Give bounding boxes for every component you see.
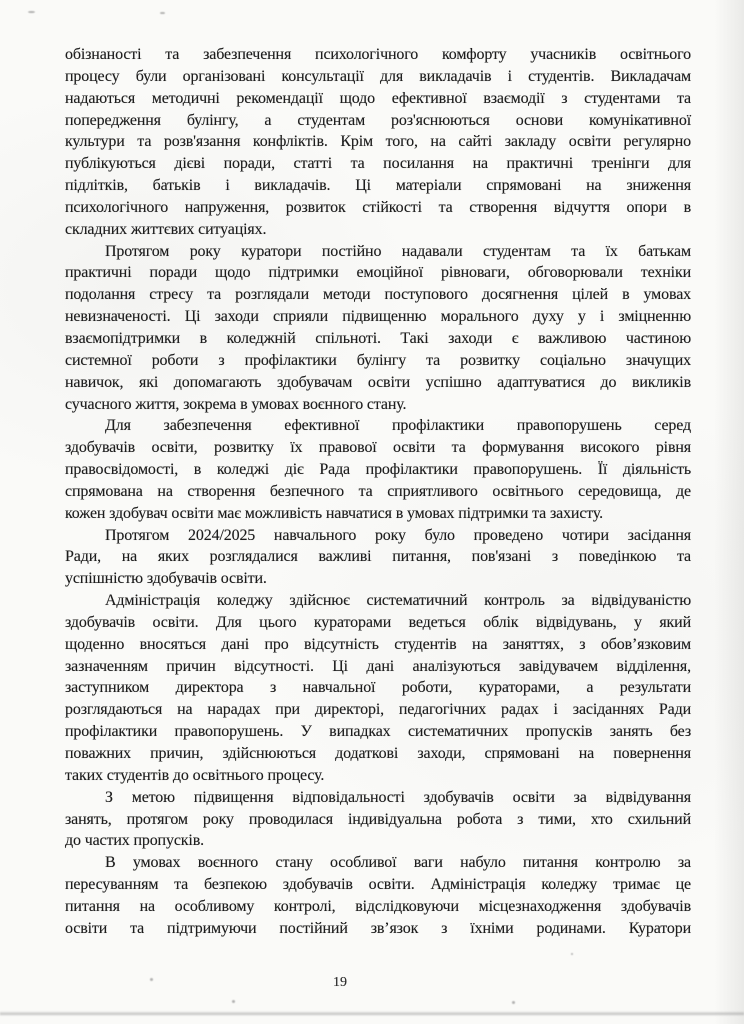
text-line: щоденно вносяться дані про відсутність студентів на заняттях, з обов’язковим — [65, 635, 691, 653]
paragraph — [65, 590, 691, 787]
text-line: надаються методичні рекомендації щодо ефективної взаємодії з студентами та — [65, 89, 691, 107]
text-line: здобувачів освіти. Для цього кураторами ведеться облік відвідувань, у який — [65, 613, 691, 631]
text-line: попередження булінгу, а студентам роз'яснюються основи комунікативної — [65, 111, 691, 129]
text-line: заступником директора з навчальної роботи, кураторами, а результати — [65, 679, 691, 697]
paragraph — [65, 787, 691, 853]
paragraph — [65, 241, 691, 416]
text-line: Для забезпечення ефективної профілактики правопорушень серед — [105, 417, 691, 435]
paragraph — [65, 525, 691, 591]
text-line: пересуванням та безпекою здобувачів освіти. Адміністрація коледжу тримає це — [65, 876, 691, 894]
text-line: публікуються дієві поради, статті та посилання на практичні тренінги для — [65, 155, 691, 173]
scan-speck — [232, 1000, 235, 1003]
text-line: спрямована на створення безпечного та сприятливого освітнього середовища, де — [65, 482, 691, 500]
text-line: Адміністрація коледжу здійснює систематичний контроль за відвідуваністю — [105, 592, 691, 610]
text-line: В умовах воєнного стану особливої ваги набуло питання контролю за — [105, 854, 691, 872]
text-line: таких студентів до освітнього процесу. — [65, 766, 325, 784]
text-line: поважних причин, здійснюються додаткові заходи, спрямовані на повернення — [65, 745, 691, 762]
text-line: практичні поради щодо підтримки емоційної рівноваги, обговорювали техніки — [65, 264, 691, 282]
scan-speck — [28, 11, 35, 13]
scan-speck — [571, 953, 573, 955]
text-line: навичок, які допомагають здобувачам освіти успішно адаптуватися до викликів — [65, 373, 691, 391]
paragraph — [65, 44, 691, 241]
text-line: освіти та підтримуючи постійний зв’язок з їхніми родинами. Куратори — [65, 919, 691, 937]
scan-speck — [512, 1001, 515, 1004]
text-line: правосвідомості, в коледжі діє Рада профілактики правопорушень. Її діяльність — [65, 461, 691, 479]
text-line: сучасного життя, зокрема в умовах воєнного стану. — [65, 395, 407, 413]
text-line: Протягом року куратори постійно надавали студентам та їх батькам — [105, 242, 691, 260]
page-text — [65, 44, 691, 940]
text-line: профілактики правопорушень. У випадках систематичних пропусків занять без — [65, 723, 691, 741]
text-line: до частих пропусків. — [65, 832, 204, 850]
scan-speck — [150, 978, 153, 981]
text-line: системної роботи з профілактики булінгу та розвитку соціально значущих — [65, 351, 691, 369]
scan-bottom-edge-shadow — [0, 1011, 744, 1016]
scan-speck — [160, 12, 165, 14]
text-line: взаємопідтримки в коледжній спільноті. Такі заходи є важливою частиною — [65, 329, 691, 347]
text-line: невизначеності. Ці заходи сприяли підвищенню морального духу у і зміцненню — [65, 308, 691, 326]
text-line: З метою підвищення відповідальності здобувачів освіти за відвідування — [105, 788, 691, 806]
text-line: обізнаності та забезпечення психологічного комфорту учасників освітнього — [65, 46, 691, 63]
text-line: подолання стресу та розглядали методи поступового досягнення цілей в умовах — [65, 286, 691, 304]
text-line: кожен здобувач освіти має можливість навчатися в умовах підтримки та захисту. — [65, 504, 604, 522]
paragraph — [65, 852, 691, 939]
text-line: розглядаються на нарадах при директорі, педагогічних радах і засіданнях Ради — [65, 701, 691, 719]
text-line: Протягом 2024/2025 навчального року було проведено чотири засідання — [105, 526, 691, 544]
paragraph — [65, 415, 691, 524]
text-line: питання на особливому контролі, відслідковуючи місцезнаходження здобувачів — [65, 897, 691, 915]
text-line: культури та розв'язання конфліктів. Крім того, на сайті закладу освіти регулярно — [65, 133, 691, 151]
text-line: успішністю здобувачів освіти. — [65, 570, 267, 588]
text-line: психологічного напруження, розвиток стійкості та створення відчуття опори в — [65, 198, 691, 216]
page-number: 19 — [333, 975, 347, 990]
text-line: здобувачів освіти, розвитку їх правової освіти та формування високого рівня — [65, 439, 691, 457]
text-line: підлітків, батьків і викладачів. Ці матеріали спрямовані на зниження — [65, 177, 691, 195]
text-line: Ради, на яких розглядалися важливі питання, пов'язані з поведінкою та — [65, 548, 691, 566]
text-line: зазначенням причин відсутності. Ці дані аналізуються завідувачем відділення, — [65, 657, 691, 675]
text-line: процесу були організовані консультації для викладачів і студентів. Викладачам — [65, 67, 691, 85]
text-line: складних життєвих ситуаціях. — [65, 220, 267, 238]
text-line: занять, протягом року проводилася індивідуальна робота з тими, хто схильний — [65, 810, 691, 828]
